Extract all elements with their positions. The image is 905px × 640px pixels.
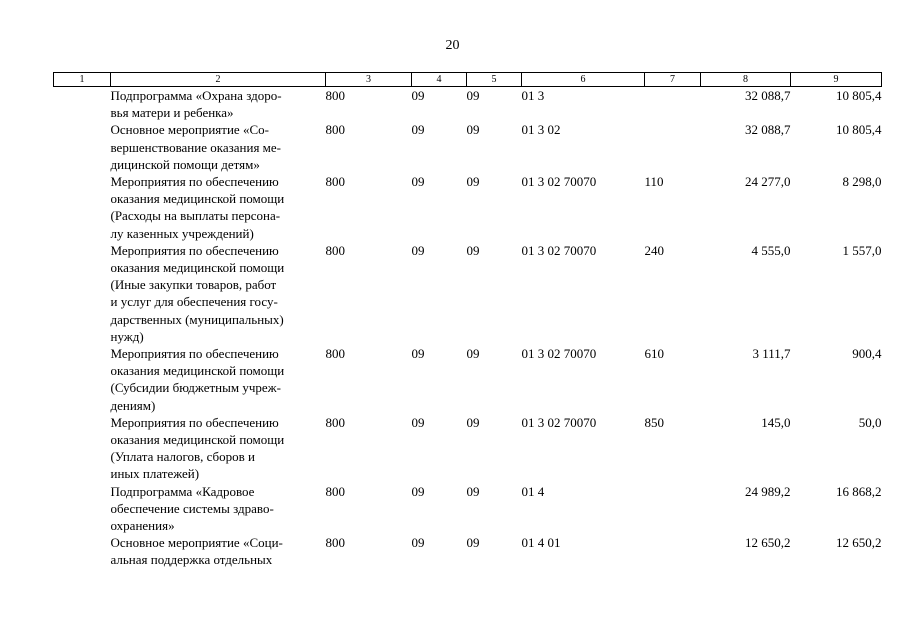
ministry-code-cell: 800: [325, 483, 345, 499]
column-header: 6: [522, 73, 645, 87]
amount-cell: 145,0: [761, 414, 791, 430]
table-row: [54, 483, 882, 535]
row-name-cell: [111, 414, 326, 483]
amount-cell: 50,0: [858, 414, 882, 430]
row-code-cell: [54, 534, 111, 568]
amount-cell: 1 557,0: [842, 242, 882, 258]
target-article-cell: 01 3 02 70070: [521, 174, 597, 190]
amount-cell: 10 805,4: [836, 88, 882, 103]
expense-type-cell: [645, 483, 701, 535]
row-name-line: Мероприятия по обеспечению: [110, 346, 279, 362]
row-name-line: (Уплата налогов, сборов и: [110, 449, 255, 465]
expense-type-cell: 240: [644, 242, 664, 258]
column-header: 3: [326, 73, 412, 87]
amount-cell: 3 111,7: [752, 346, 791, 362]
row-code-cell: [54, 414, 111, 483]
amount-cell: 24 989,2: [745, 483, 791, 499]
row-name-line: дарственных (муниципальных): [110, 311, 284, 327]
table-row: [54, 87, 882, 122]
column-header: 1: [54, 73, 111, 87]
subsection-code-cell: 09: [466, 346, 480, 362]
row-name-line: лу казенных учреждений): [110, 225, 254, 241]
target-article-cell: 01 4: [521, 483, 545, 499]
ministry-code-cell: 800: [325, 346, 345, 362]
section-code-cell: 09: [411, 483, 425, 499]
section-code-cell: 09: [411, 174, 425, 190]
row-name-cell: [111, 173, 326, 242]
subsection-code-cell: 09: [466, 122, 480, 138]
section-code-cell: 09: [411, 242, 425, 258]
section-code-cell: 09: [411, 88, 425, 103]
ministry-code-cell: 800: [325, 88, 345, 103]
target-article-cell: 01 3 02: [521, 122, 561, 138]
subsection-code-cell: 09: [466, 535, 480, 551]
row-name-line: оказания медицинской помощи: [110, 260, 285, 276]
row-name-line: оказания медицинской помощи: [110, 363, 285, 379]
row-name-line: Основное мероприятие «Со-: [110, 122, 269, 138]
amount-cell: 32 088,7: [745, 122, 791, 138]
target-article-cell: 01 3 02 70070: [521, 346, 597, 362]
row-name-line: оказания медицинской помощи: [110, 432, 285, 448]
expense-type-cell: [645, 121, 701, 173]
row-name-line: иных платежей): [110, 466, 200, 482]
row-name-line: вершенствование оказания ме-: [110, 139, 282, 155]
row-name-line: и услуг для обеспечения госу-: [110, 294, 278, 310]
amount-cell: 8 298,0: [842, 174, 882, 190]
target-article-cell: 01 3: [521, 88, 545, 103]
column-number-header: [54, 73, 882, 87]
expense-type-cell: 110: [644, 174, 664, 190]
ministry-code-cell: 800: [325, 535, 345, 551]
expense-type-cell: 850: [644, 414, 664, 430]
row-name-line: дениям): [110, 397, 156, 413]
amount-cell: 10 805,4: [836, 122, 882, 138]
row-name-line: Подпрограмма «Кадровое: [110, 483, 255, 499]
target-article-cell: 01 3 02 70070: [521, 414, 597, 430]
row-name-line: Мероприятия по обеспечению: [110, 242, 279, 258]
section-code-cell: 09: [411, 122, 425, 138]
row-code-cell: [54, 87, 111, 122]
row-name-line: Мероприятия по обеспечению: [110, 174, 279, 190]
column-header: 5: [467, 73, 522, 87]
expense-type-cell: [645, 534, 701, 568]
subsection-code-cell: 09: [466, 414, 480, 430]
column-header: 4: [412, 73, 467, 87]
subsection-code-cell: 09: [466, 88, 480, 103]
row-code-cell: [54, 345, 111, 414]
budget-table: [53, 72, 882, 569]
table-row: [54, 173, 882, 242]
row-name-line: обеспечение системы здраво-: [110, 500, 274, 516]
amount-cell: 900,4: [852, 346, 882, 362]
target-article-cell: 01 4 01: [521, 535, 561, 551]
table-row: [54, 242, 882, 345]
table-row: [54, 345, 882, 414]
column-header: 8: [701, 73, 791, 87]
amount-cell: 24 277,0: [745, 174, 791, 190]
amount-cell: 16 868,2: [836, 483, 882, 499]
section-code-cell: 09: [411, 346, 425, 362]
ministry-code-cell: 800: [325, 414, 345, 430]
row-name-line: вья матери и ребенка»: [110, 105, 234, 121]
row-code-cell: [54, 173, 111, 242]
column-header: 9: [791, 73, 882, 87]
column-header: 7: [645, 73, 701, 87]
row-name-cell: [111, 534, 326, 568]
ministry-code-cell: 800: [325, 122, 345, 138]
subsection-code-cell: 09: [466, 242, 480, 258]
table-row: [54, 534, 882, 568]
row-name-cell: [111, 121, 326, 173]
row-name-line: нужд): [110, 328, 144, 344]
row-code-cell: [54, 242, 111, 345]
row-name-cell: [111, 87, 326, 122]
row-name-line: оказания медицинской помощи: [110, 191, 285, 207]
subsection-code-cell: 09: [466, 174, 480, 190]
row-name-line: (Иные закупки товаров, работ: [110, 277, 277, 293]
target-article-cell: 01 3 02 70070: [521, 242, 597, 258]
column-header: 2: [111, 73, 326, 87]
row-code-cell: [54, 121, 111, 173]
amount-cell: 4 555,0: [751, 242, 791, 258]
page-number: 20: [445, 38, 460, 53]
row-code-cell: [54, 483, 111, 535]
section-code-cell: 09: [411, 535, 425, 551]
amount-cell: 12 650,2: [745, 535, 791, 551]
table-row: [54, 121, 882, 173]
table-row: [54, 414, 882, 483]
row-name-line: охранения»: [110, 518, 175, 534]
ministry-code-cell: 800: [325, 174, 345, 190]
row-name-cell: [111, 345, 326, 414]
row-name-line: (Расходы на выплаты персона-: [110, 208, 281, 224]
row-name-line: (Субсидии бюджетным учреж-: [110, 380, 281, 396]
row-name-cell: [111, 242, 326, 345]
row-name-line: Подпрограмма «Охрана здоро-: [110, 88, 282, 103]
amount-cell: 12 650,2: [836, 535, 882, 551]
expense-type-cell: 610: [644, 346, 664, 362]
row-name-line: альная поддержка отдельных: [110, 552, 273, 568]
row-name-line: Основное мероприятие «Соци-: [110, 535, 283, 551]
section-code-cell: 09: [411, 414, 425, 430]
row-name-line: Мероприятия по обеспечению: [110, 414, 279, 430]
row-name-cell: [111, 483, 326, 535]
row-name-line: дицинской помощи детям»: [110, 156, 260, 172]
expense-type-cell: [645, 87, 701, 122]
subsection-code-cell: 09: [466, 483, 480, 499]
amount-cell: 32 088,7: [745, 88, 791, 103]
ministry-code-cell: 800: [325, 242, 345, 258]
